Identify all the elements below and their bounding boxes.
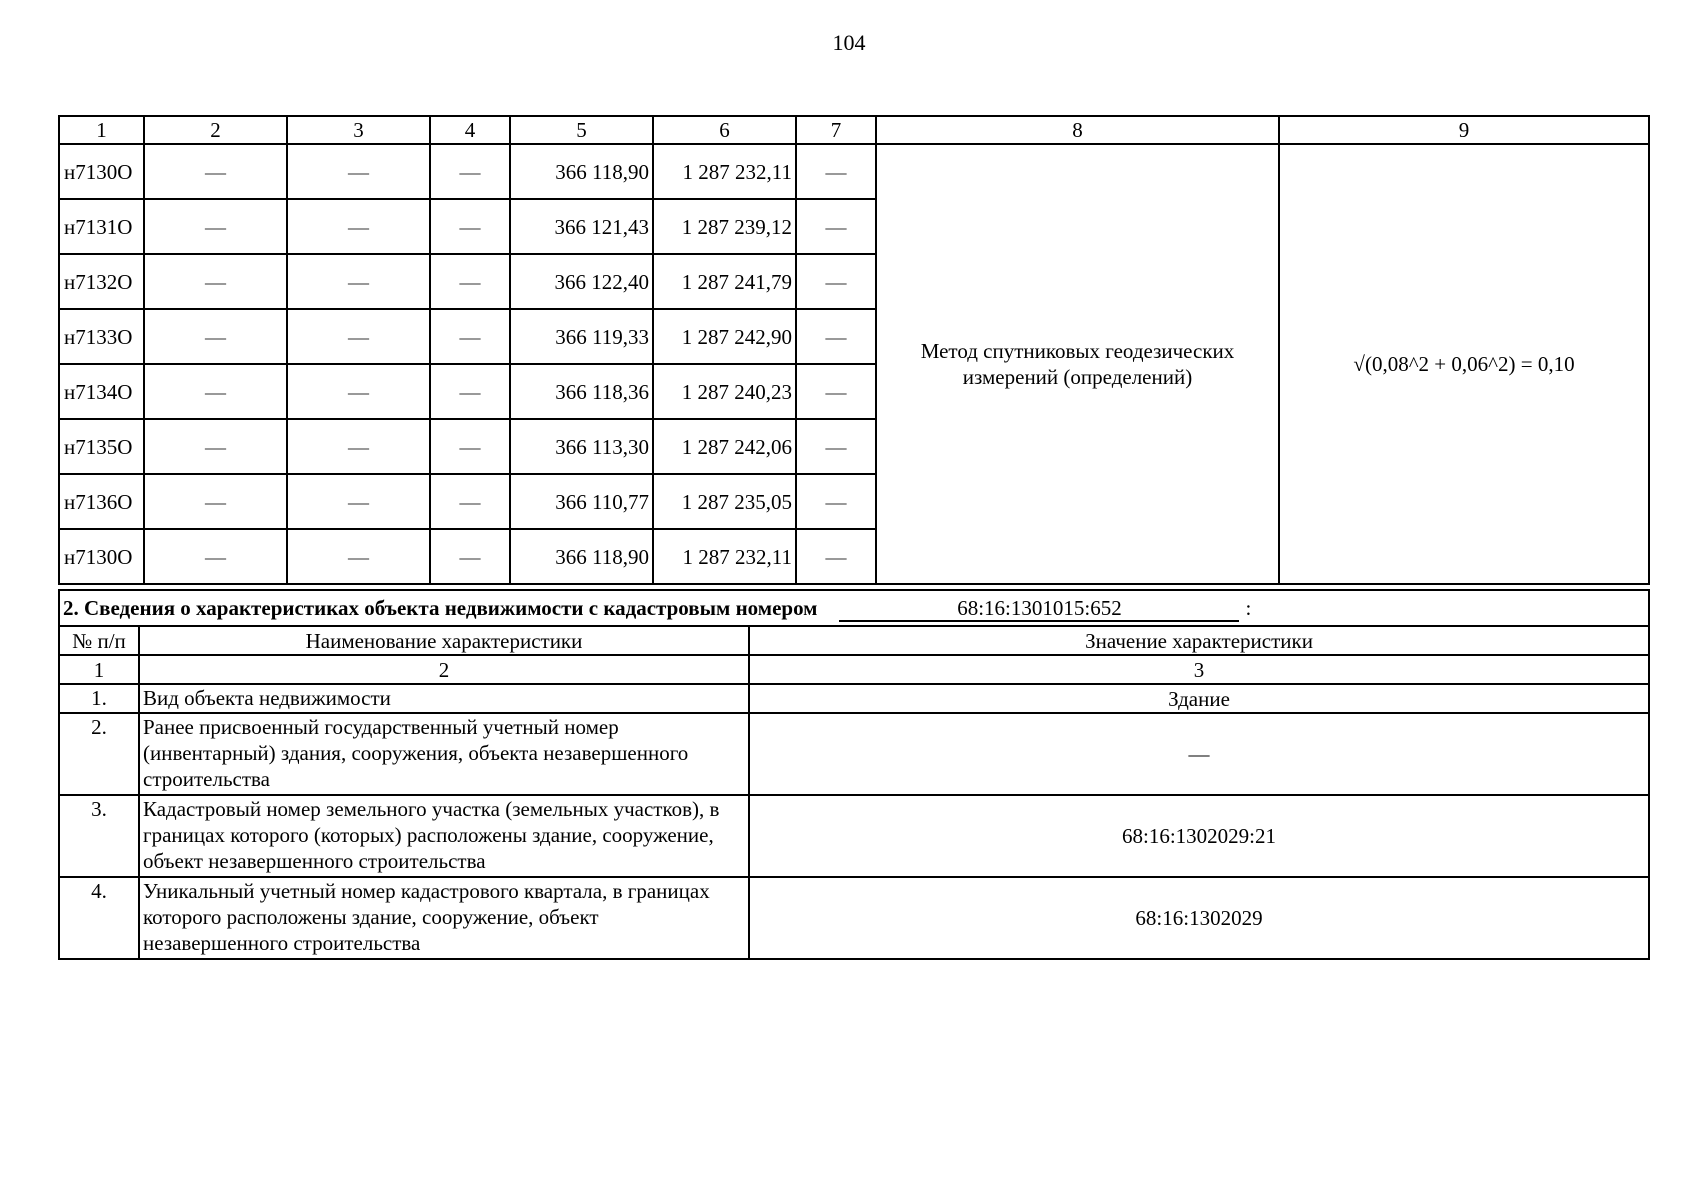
cell-dash: — [430,529,510,584]
point-name: н7130О [59,144,144,199]
point-name: н7132О [59,254,144,309]
cell-dash: — [287,144,430,199]
coord-y: 1 287 241,79 [653,254,796,309]
section-title-row [59,590,1649,626]
table-row [59,877,1649,959]
characteristic-name: Кадастровый номер земельного участка (земельных участков), в границах которого (которых) расположены здание, сооружение, объект незавершенного строительства [139,795,749,877]
cadastral-number: 68:16:1301015:652 [839,596,1239,622]
cell-dash: — [430,144,510,199]
coord-y: 1 287 240,23 [653,364,796,419]
cell-dash: — [430,199,510,254]
cell-dash: — [796,474,876,529]
accuracy-cell: √(0,08^2 + 0,06^2) = 0,10 [1279,144,1649,584]
characteristic-name: Уникальный учетный номер кадастрового квартала, в границах которого расположены здание, сооружение, объект незавершенного строительства [139,877,749,959]
coordinates-header-row [59,116,1649,144]
cell-dash: — [144,419,287,474]
section-colon: : [1245,595,1252,620]
column-header: 3 [287,116,430,144]
point-name: н7130О [59,529,144,584]
column-header: 1 [59,116,144,144]
characteristics-table [58,589,1650,960]
column-header: 9 [1279,116,1649,144]
characteristic-value: — [749,713,1649,795]
characteristic-value: 68:16:1302029 [749,877,1649,959]
table-row [59,795,1649,877]
column-header: Значение характеристики [749,626,1649,655]
cell-dash: — [430,419,510,474]
cell-dash: — [287,474,430,529]
column-header: 4 [430,116,510,144]
method-cell: Метод спутниковых геодезических измерений (определений) [876,144,1279,584]
coordinates-table [58,115,1650,585]
column-header: 2 [144,116,287,144]
cell-dash: — [796,254,876,309]
point-name: н7136О [59,474,144,529]
column-header: 5 [510,116,653,144]
section-title [59,590,1649,626]
cell-dash: — [144,474,287,529]
cell-dash: — [144,364,287,419]
table-row [59,684,1649,713]
coord-y: 1 287 242,90 [653,309,796,364]
cell-dash: — [144,254,287,309]
cell-dash: — [287,199,430,254]
cell-dash: — [430,254,510,309]
column-header: № п/п [59,626,139,655]
cell-dash: — [430,309,510,364]
table-row [59,144,1649,199]
coord-x: 366 118,90 [510,529,653,584]
column-header: 8 [876,116,1279,144]
cell-dash: — [796,529,876,584]
coord-x: 366 118,90 [510,144,653,199]
cell-dash: — [796,199,876,254]
column-header: 6 [653,116,796,144]
characteristic-name: Ранее присвоенный государственный учетный номер (инвентарный) здания, сооружения, объекта незавершенного строительства [139,713,749,795]
cell-dash: — [430,364,510,419]
row-number: 4. [59,877,139,959]
table-row [59,713,1649,795]
cell-dash: — [287,364,430,419]
cell-dash: — [287,419,430,474]
coord-x: 366 118,36 [510,364,653,419]
characteristics-subheader-row [59,655,1649,684]
cell-dash: — [144,144,287,199]
coord-y: 1 287 242,06 [653,419,796,474]
characteristic-value: Здание [749,684,1649,713]
row-number: 3. [59,795,139,877]
point-name: н7134О [59,364,144,419]
page-number: 104 [832,30,866,55]
coord-x: 366 110,77 [510,474,653,529]
point-name: н7133О [59,309,144,364]
row-number: 2. [59,713,139,795]
cell-dash: — [430,474,510,529]
column-number: 1 [59,655,139,684]
cell-dash: — [796,364,876,419]
row-number: 1. [59,684,139,713]
column-header: 7 [796,116,876,144]
coord-y: 1 287 232,11 [653,529,796,584]
cell-dash: — [287,309,430,364]
cell-dash: — [796,309,876,364]
section-title-text: 2. Сведения о характеристиках объекта недвижимости с кадастровым номером [63,595,818,620]
point-name: н7131О [59,199,144,254]
cell-dash: — [796,419,876,474]
characteristics-header-row [59,626,1649,655]
coord-y: 1 287 235,05 [653,474,796,529]
coord-x: 366 119,33 [510,309,653,364]
coord-x: 366 113,30 [510,419,653,474]
point-name: н7135О [59,419,144,474]
column-number: 3 [749,655,1649,684]
cell-dash: — [287,254,430,309]
column-header: Наименование характеристики [139,626,749,655]
cell-dash: — [144,529,287,584]
characteristic-name: Вид объекта недвижимости [139,684,749,713]
coord-y: 1 287 232,11 [653,144,796,199]
cell-dash: — [287,529,430,584]
column-number: 2 [139,655,749,684]
coord-y: 1 287 239,12 [653,199,796,254]
coord-x: 366 122,40 [510,254,653,309]
characteristic-value: 68:16:1302029:21 [749,795,1649,877]
cell-dash: — [796,144,876,199]
cell-dash: — [144,199,287,254]
cell-dash: — [144,309,287,364]
coord-x: 366 121,43 [510,199,653,254]
